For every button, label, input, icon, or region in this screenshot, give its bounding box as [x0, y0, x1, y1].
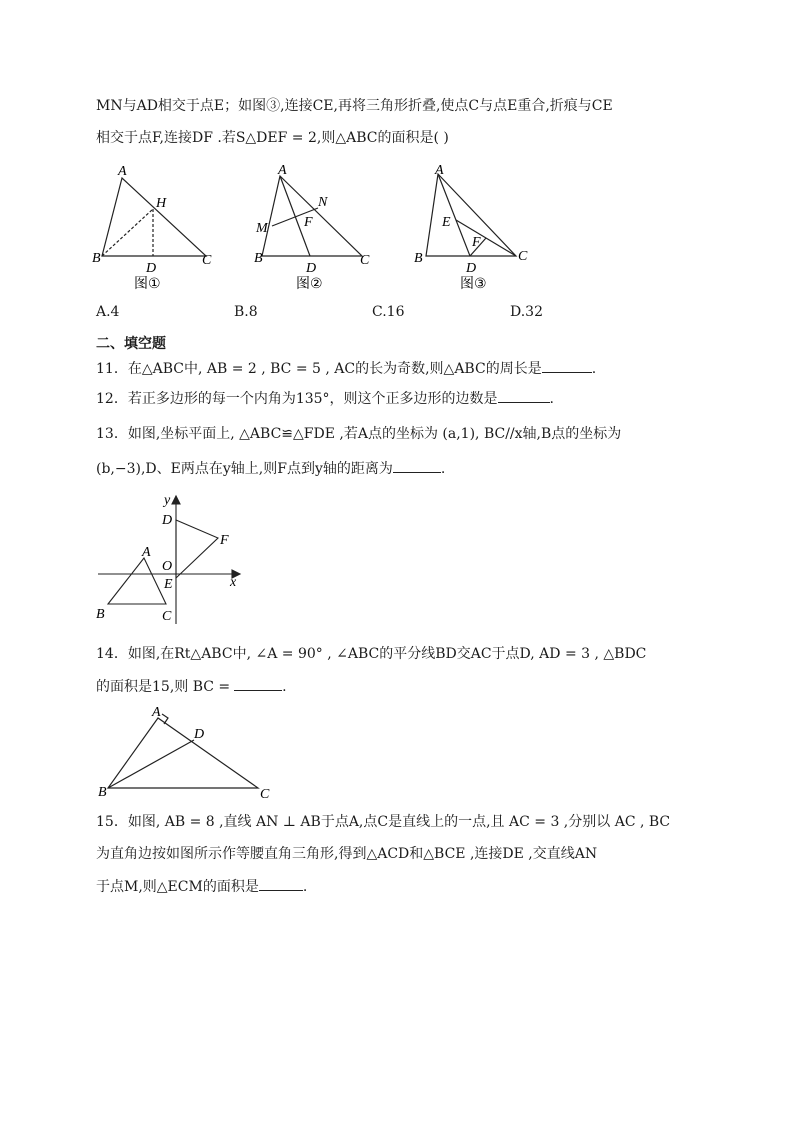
q15-line-2: 为直角边按如图所示作等腰直角三角形,得到△ACD和△BCE ,连接DE ,交直线AN [96, 846, 598, 862]
q12-answer-blank[interactable] [498, 388, 550, 403]
option-a[interactable]: A.4 [96, 304, 120, 320]
q14-figure [94, 700, 284, 804]
q13-label-y: y [164, 493, 171, 508]
q13-answer-blank[interactable] [393, 458, 441, 473]
q13-line-1: 13．如图,坐标平面上, △ABC≌△FDE ,若A点的坐标为 (a,1), BC//x轴,B点的坐标为 [96, 426, 622, 442]
q12: 12．若正多边形的每一个内角为135°，则这个正多边形的边数是 . [96, 388, 554, 409]
q14-label-c: C [260, 787, 270, 802]
q14-line-2: 的面积是15,则 BC = . [96, 676, 287, 697]
q10-line-2: 相交于点F,连接DF .若S△DEF = 2,则△ABC的面积是( ) [96, 130, 449, 146]
q13-figure [92, 490, 252, 630]
fig3-caption: 图③ [460, 276, 487, 292]
q13-line-2: (b,−3),D、E两点在y轴上,则F点到y轴的距离为 . [96, 458, 445, 479]
section-heading: 二、填空题 [96, 336, 166, 352]
fig3-label-c: C [518, 249, 528, 264]
fig2-label-n: N [318, 195, 328, 210]
q14-line-1: 14．如图,在Rt△ABC中, ∠A = 90° , ∠ABC的平分线BD交AC于点D, AD = 3 , △BDC [96, 646, 647, 662]
fig1-label-b: B [92, 251, 101, 266]
q15-answer-blank[interactable] [259, 876, 303, 891]
q11: 11．在△ABC中, AB = 2 , BC = 5 , AC的长为奇数,则△ABC的周长是 . [96, 358, 596, 379]
q13-label-c: C [162, 609, 172, 624]
fig2-label-b: B [254, 251, 263, 266]
fig2-caption: 图② [296, 276, 323, 292]
q13-label-o: O [162, 559, 173, 574]
fig3-label-a: A [435, 163, 444, 178]
fig2-label-c: C [360, 253, 370, 268]
q10-figure-2 [248, 160, 388, 292]
fig1-label-h: H [156, 196, 167, 211]
q11-answer-blank[interactable] [542, 358, 592, 373]
q15-line-1: 15．如图, AB = 8 ,直线 AN ⊥ AB于点A,点C是直线上的一点,且 AC = 3 ,分别以 AC , BC [96, 814, 671, 830]
q10-line-1: MN与AD相交于点E；如图③,连接CE,再将三角形折叠,使点C与点E重合,折痕与CE [96, 98, 613, 114]
q13-label-b: B [96, 607, 105, 622]
option-d[interactable]: D.32 [510, 304, 543, 320]
fig2-label-m: M [256, 221, 268, 236]
q13-label-x: x [230, 575, 237, 590]
q14-label-d: D [194, 727, 205, 742]
q13-label-a: A [142, 545, 151, 560]
fig2-label-d: D [306, 261, 317, 276]
q10-figure-3 [408, 160, 548, 292]
option-c[interactable]: C.16 [372, 304, 405, 320]
fig1-label-d: D [146, 261, 157, 276]
fig1-label-c: C [202, 253, 212, 268]
q13-label-e: E [164, 577, 173, 592]
q14-label-b: B [98, 785, 107, 800]
fig3-label-d: D [466, 261, 477, 276]
fig3-label-e: E [442, 215, 451, 230]
fig1-caption: 图① [134, 276, 161, 292]
q13-label-d: D [162, 513, 173, 528]
fig2-label-f: F [304, 215, 313, 230]
fig2-label-a: A [278, 163, 287, 178]
fig3-label-f: F [472, 235, 481, 250]
q14-label-a: A [152, 705, 161, 720]
fig1-label-a: A [118, 164, 127, 179]
q13-label-f: F [220, 533, 229, 548]
q15-line-3: 于点M,则△ECM的面积是 . [96, 876, 307, 897]
q10-figure-1 [90, 160, 230, 292]
fig3-label-b: B [414, 251, 423, 266]
q14-answer-blank[interactable] [234, 676, 282, 691]
option-b[interactable]: B.8 [234, 304, 258, 320]
